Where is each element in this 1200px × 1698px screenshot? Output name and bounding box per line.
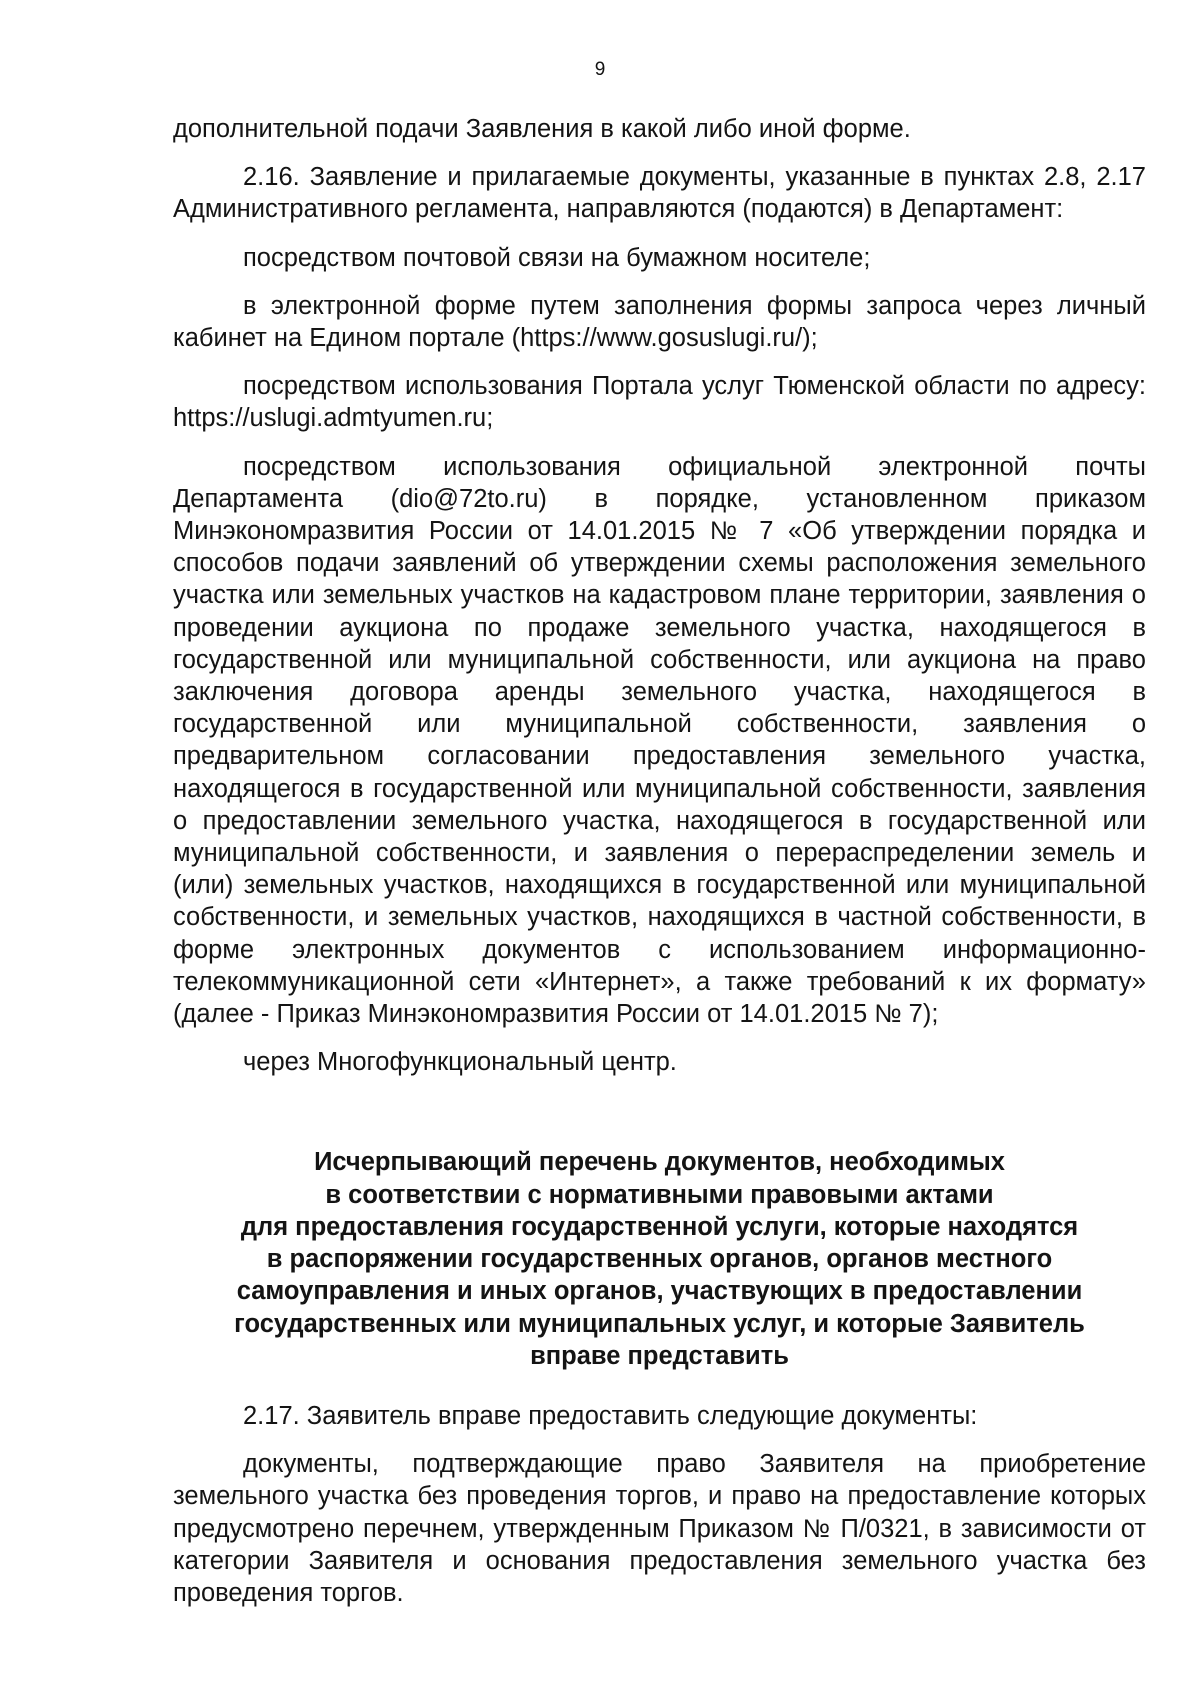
heading-line: в соответствии с нормативными правовыми актами	[325, 1180, 994, 1209]
heading-line: Исчерпывающий перечень документов, необходимых	[314, 1148, 1005, 1177]
paragraph-unified-portal: в электронной форме путем заполнения формы запроса через личный кабинет на Едином портале (https://www.gosuslugi.ru/);	[173, 291, 1146, 353]
heading-line: для предоставления государственной услуги, которые находятся	[240, 1212, 1079, 1241]
paragraph-mfc: через Многофункциональный центр.	[243, 1048, 677, 1077]
paragraph-2-16: 2.16. Заявление и прилагаемые документы, указанные в пунктах 2.8, 2.17 Административного регламента, направляются (подаются) в Департамент:	[173, 163, 1146, 224]
paragraph-documents: документы, подтверждающие право Заявителя на приобретение земельного участка без проведения торгов, и право на предоставление которых предусмотрено перечнем, утвержденным Приказом № П/0321, в зависимости от категории Заявителя и основания предоставления земельного участка без проведения торгов.	[173, 1450, 1146, 1607]
heading-line: вправе представить	[530, 1341, 789, 1370]
paragraph-email: посредством использования официальной электронной почты Департамента (dio@72to.ru) в порядке, установленном приказом Минэкономразвития России от 14.01.2015 № 7 «Об утверждении порядка и способов подачи заявлений об утверждении схемы расположения земельного участка или земельных участков на кадастровом плане территории, заявления о проведении аукциона по продаже земельного участка, находящегося в государственной или муниципальной собственности, или аукциона на право заключения договора аренды земельного участка, находящегося в государственной или муниципальной собственности, заявления о предварительном согласовании предоставления земельного участка, находящегося в государственной или муниципальной собственности, заявления о предоставлении земельного участка, находящегося в государственной или муниципальной собственности, и заявления о перераспределении земель и (или) земельных участков, находящихся в государственной или муниципальной собственности, и земельных участков, находящихся в частной собственности, в форме электронных документов с использованием информационно-телекоммуникационной сети «Интернет», а также требований к их формату» (далее - Приказ Минэкономразвития России от 14.01.2015 № 7);	[173, 452, 1146, 1029]
heading-line: в распоряжении государственных органов, органов местного	[266, 1245, 1053, 1274]
paragraph-continuation: дополнительной подачи Заявления в какой либо иной форме.	[173, 115, 911, 143]
page-number: 9	[594, 59, 606, 80]
paragraph-2-17: 2.17. Заявитель вправе предоставить следующие документы:	[243, 1401, 978, 1430]
heading-line: самоуправления и иных органов, участвующих в предоставлении	[236, 1277, 1083, 1306]
document-body	[173, 113, 1146, 1609]
section-heading	[173, 1146, 1146, 1371]
paragraph-postal: посредством почтовой связи на бумажном носителе;	[243, 243, 871, 272]
heading-line: государственных или муниципальных услуг, и которые Заявитель	[234, 1309, 1085, 1338]
paragraph-regional-portal: посредством использования Портала услуг Тюменской области по адресу: https://uslugi.admtyumen.ru;	[173, 372, 1146, 433]
